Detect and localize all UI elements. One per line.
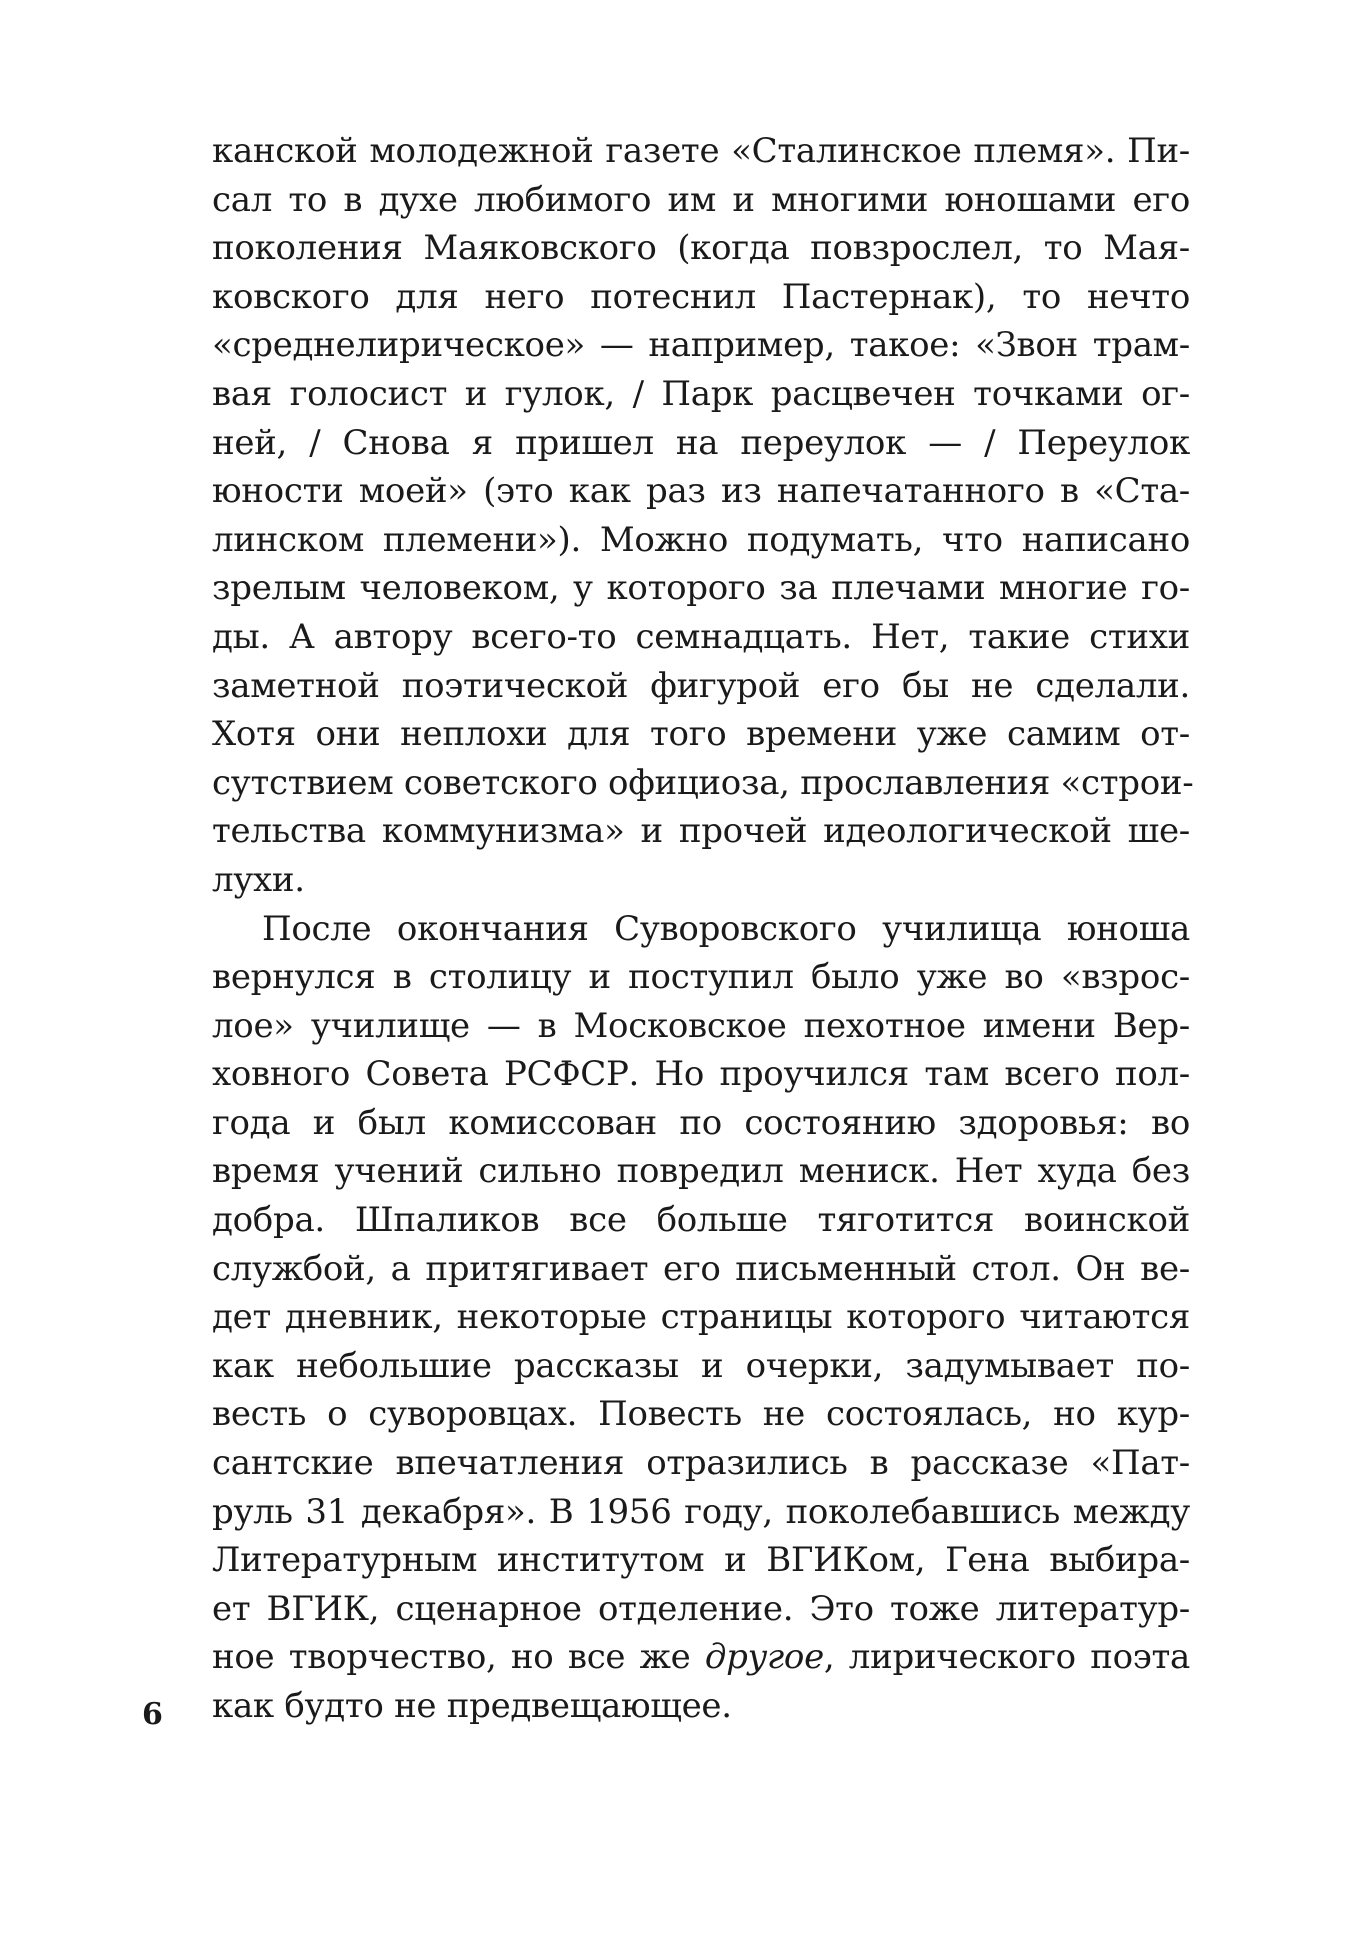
text-line: ховного Совета РСФСР. Но проучился там всего пол-	[212, 1054, 1190, 1095]
text-segment: , лирического поэта	[823, 1637, 1190, 1678]
text-line: ет ВГИК, сценарное отделение. Это тоже литератур-	[212, 1588, 1190, 1629]
text-line: канской молодежной газете «Сталинское племя». Пи-	[212, 131, 1190, 171]
text-line: вернулся в столицу и поступил было уже во «взрос-	[212, 957, 1190, 998]
text-line: добра. Шпаликов все больше тяготится воинской	[212, 1200, 1190, 1241]
text-line: юности моей» (это как раз из напечатанного в «Ста-	[212, 471, 1190, 512]
text-line: лое» училище — в Московское пехотное имени Вер-	[212, 1005, 1190, 1046]
text-line: сал то в духе любимого им и многими юношами его	[212, 179, 1190, 220]
text-line: службой, а притягивает его письменный стол. Он ве-	[212, 1248, 1190, 1289]
text-line: «среднелирическое» — например, такое: «Звон трам-	[212, 325, 1190, 366]
page-number: 6	[142, 1697, 163, 1732]
text-line: линском племени»). Можно подумать, что написано	[212, 519, 1190, 560]
text-line: ды. А автору всего-то семнадцать. Нет, такие стихи	[212, 616, 1190, 657]
text-line: зрелым человеком, у которого за плечами многие го-	[212, 568, 1190, 609]
text-line: время учений сильно повредил мениск. Нет худа без	[212, 1151, 1190, 1192]
text-line: как будто не предвещающее.	[212, 1686, 732, 1726]
text-line: сантские впечатления отразились в рассказе «Пат-	[212, 1443, 1190, 1484]
text-line: весть о суворовцах. Повесть не состоялась, но кур-	[212, 1394, 1190, 1435]
text-line: лухи.	[212, 859, 305, 900]
text-line: года и был комиссован по состоянию здоровья: во	[212, 1102, 1190, 1143]
text-line: вая голосист и гулок, / Парк расцвечен точками ог-	[212, 373, 1190, 414]
text-line: ковского для него потеснил Пастернак), то нечто	[212, 276, 1190, 317]
text-line: тельства коммунизма» и прочей идеологической ше-	[212, 811, 1190, 852]
italic-emphasis: другое	[704, 1637, 824, 1678]
text-line	[212, 1633, 1190, 1682]
body-text	[212, 127, 1194, 1731]
text-segment: ное творчество, но все же	[212, 1637, 705, 1678]
text-line: заметной поэтической фигурой его бы не сделали.	[212, 665, 1190, 706]
text-line: Хотя они неплохи для того времени уже самим от-	[212, 714, 1190, 755]
text-line: сутствием советского официоза, прославления «строи-	[212, 762, 1194, 803]
text-line: поколения Маяковского (когда повзрослел, то Мая-	[212, 228, 1190, 269]
text-line: как небольшие рассказы и очерки, задумывает по-	[212, 1345, 1190, 1386]
text-line: Литературным институтом и ВГИКом, Гена выбира-	[212, 1540, 1190, 1581]
text-line: ней, / Снова я пришел на переулок — / Переулок	[212, 422, 1190, 463]
text-line: руль 31 декабря». В 1956 году, поколебавшись между	[212, 1491, 1190, 1532]
text-line: дет дневник, некоторые страницы которого читаются	[212, 1297, 1190, 1338]
text-line: После окончания Суворовского училища юноша	[262, 908, 1190, 949]
